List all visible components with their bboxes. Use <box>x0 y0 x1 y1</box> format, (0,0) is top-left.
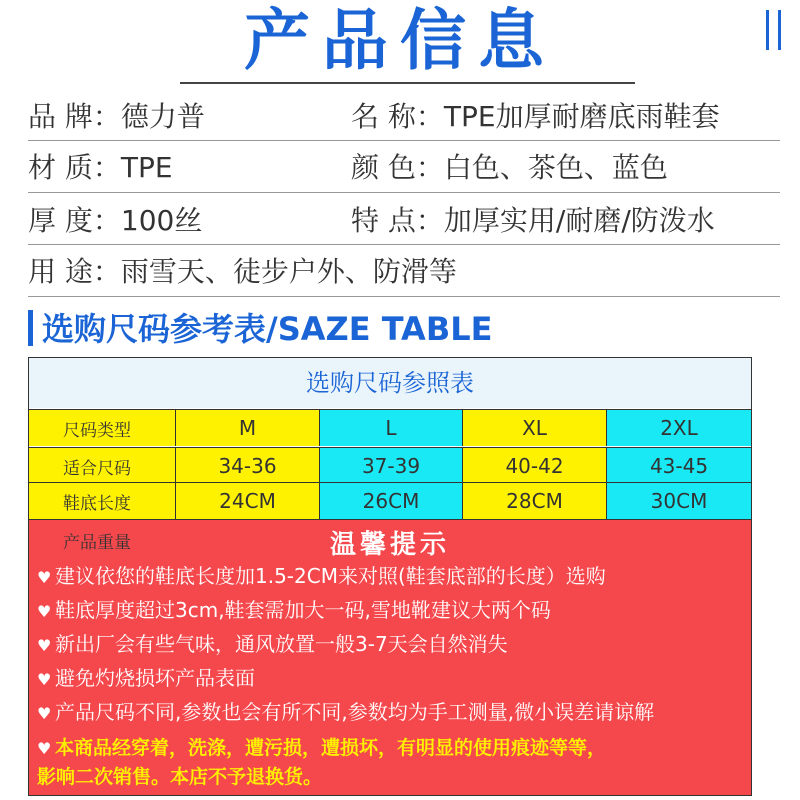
return-policy-warning <box>37 734 606 791</box>
divider <box>28 140 780 141</box>
table-cell: 40-42 <box>462 447 606 484</box>
info-usage: 用 途：雨雪天、徒步户外、防滑等 <box>28 255 457 288</box>
warning-line-1: 本商品经穿着，洗涤，遭污损，遭损坏，有明显的使用痕迹等等， <box>55 737 607 759</box>
table-row <box>29 409 751 446</box>
divider <box>28 192 780 193</box>
table-cell: 24CM <box>175 482 319 519</box>
row-label: 尺码类型 <box>29 409 175 446</box>
tip-item <box>37 698 654 728</box>
tip-text: 产品尺码不同,参数也会有所不同,参数均为手工测量,微小误差请谅解 <box>55 700 655 724</box>
table-cell: 26CM <box>319 482 462 519</box>
tip-text: 新出厂会有些气味，通风放置一般3-7天会自然消失 <box>55 632 508 656</box>
table-row <box>29 447 751 484</box>
info-brand: 品 牌：德力普 <box>28 100 205 133</box>
divider <box>28 296 780 297</box>
table-cell: 43-45 <box>606 447 751 484</box>
table-cell: 34-36 <box>175 447 319 484</box>
heart-icon: ♥ <box>37 602 52 621</box>
tip-item <box>37 596 551 626</box>
table-cell: 30CM <box>606 482 751 519</box>
table-cell: 28CM <box>462 482 606 519</box>
info-color: 颜 色：白色、茶色、蓝色 <box>351 151 668 184</box>
info-row-brand <box>28 94 788 140</box>
tip-text: 鞋底厚度超过3cm,鞋套需加大一码,雪地靴建议大两个码 <box>55 598 551 622</box>
tip-item <box>37 562 606 592</box>
table-cell: M <box>175 409 319 446</box>
tips-title: 温馨提示 <box>329 530 450 560</box>
tip-item <box>37 630 508 660</box>
table-caption: 选购尺码参照表 <box>29 358 751 408</box>
info-features: 特 点：加厚实用/耐磨/防泼水 <box>351 204 715 237</box>
divider <box>28 244 780 245</box>
info-row-material <box>28 145 788 191</box>
tip-item <box>37 664 255 694</box>
info-material: 材 质：TPE <box>28 151 173 184</box>
heart-icon: ♥ <box>37 739 52 758</box>
tips-label: 产品重量 <box>63 533 131 553</box>
info-name: 名 称：TPE加厚耐磨底雨鞋套 <box>351 100 720 133</box>
row-label: 适合尺码 <box>29 447 175 484</box>
tip-text: 建议依您的鞋底长度加1.5-2CM来对照(鞋套底部的长度）选购 <box>55 564 606 588</box>
tip-text: 避免灼烧损坏产品表面 <box>55 666 255 690</box>
heart-icon: ♥ <box>37 568 52 587</box>
tips-panel <box>28 519 752 796</box>
row-label: 鞋底长度 <box>29 482 175 519</box>
page-title: 产品信息 <box>244 2 556 79</box>
size-table <box>28 357 752 519</box>
table-cell: L <box>319 409 462 446</box>
info-row-thickness <box>28 198 788 244</box>
table-cell: XL <box>462 409 606 446</box>
table-cell: 37-39 <box>319 447 462 484</box>
warning-line-2: 影响二次销售。本店不予退换货。 <box>37 766 323 788</box>
title-underline <box>180 82 635 84</box>
section-title-text: 选购尺码参考表/SAZE TABLE <box>42 310 493 348</box>
heart-icon: ♥ <box>37 704 52 723</box>
info-row-usage <box>28 249 788 295</box>
table-cell: 2XL <box>606 409 751 446</box>
section-bar <box>28 310 33 346</box>
info-thickness: 厚 度：100丝 <box>28 204 203 237</box>
heart-icon: ♥ <box>37 636 52 655</box>
heart-icon: ♥ <box>37 670 52 689</box>
table-row <box>29 482 751 519</box>
